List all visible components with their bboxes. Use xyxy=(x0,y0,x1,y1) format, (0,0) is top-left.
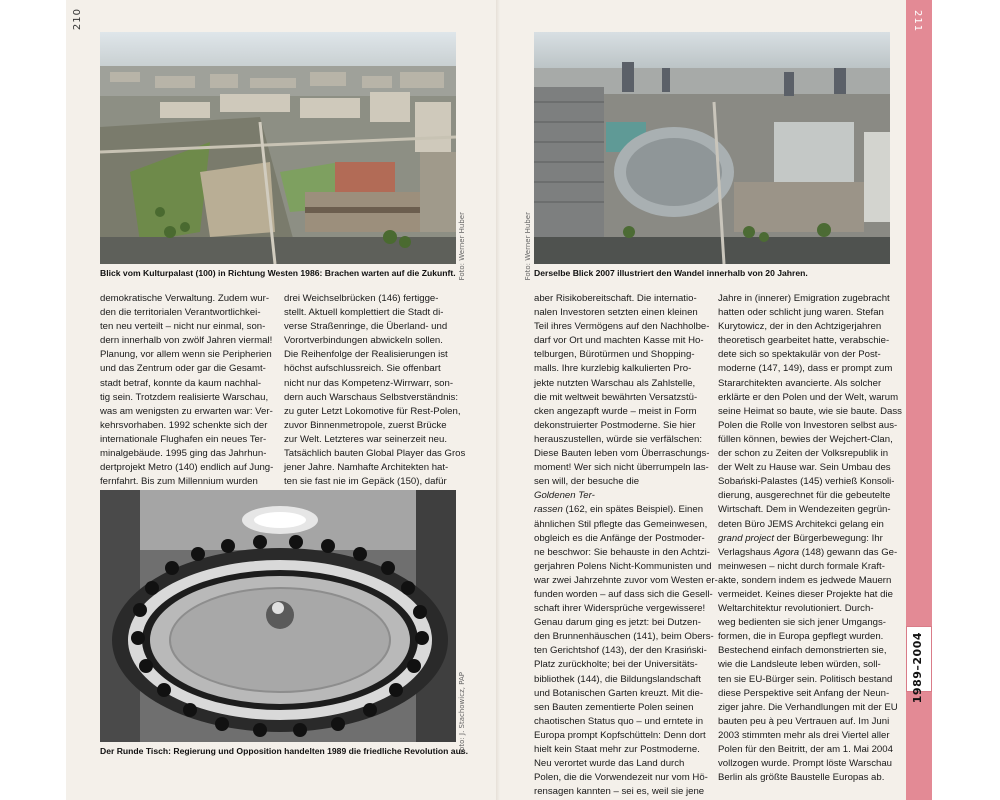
text-line: vermeidet. Keines dieser Projekte hat die xyxy=(718,588,893,600)
text-line: diese Perspektive seit Anfang der Neun- xyxy=(718,687,890,699)
text-line: ähnlichen Stil pflegte das Gemeinwesen, xyxy=(534,518,708,530)
text-line: bauten peu à peu Vertrauen auf. Im Juni xyxy=(718,715,890,727)
photo-credit-left-bottom: Foto: J. Stachowicz, PAP xyxy=(458,672,466,755)
text-line: bibliothek (144), die Bildungslandschaft xyxy=(534,673,701,685)
text-line: ten sie EU-Bürger sein. Politisch bestand xyxy=(718,673,893,685)
caption-right-top: Derselbe Blick 2007 illustriert den Wandel innerhalb von 20 Jahren. xyxy=(534,268,808,278)
text-line: Platz zurückholte; bei der Universitäts- xyxy=(534,659,698,671)
page-number-right: 211 xyxy=(912,10,923,33)
round-table-photo xyxy=(100,490,456,742)
text-line: moderne (147, 149), dass er prompt zum xyxy=(718,363,893,375)
text-line: Tatsächlich bauten Global Player das Gros xyxy=(284,448,466,460)
text-line: die mit weltweit bewährten Versatzstü- xyxy=(534,391,698,403)
text-line: meinwesen – nicht durch formale Kraft- xyxy=(718,560,885,572)
text-line: moment! Wer sich nicht überrumpeln las- xyxy=(534,462,709,474)
text-line: der schon zu Zeiten der Volksrepublik in xyxy=(718,448,889,460)
grand-project-term: grand project xyxy=(718,532,774,544)
text-line: malls. Ihre kurzlebig kalkulierten Pro- xyxy=(534,363,692,375)
text-line: Genau darum ging es jetzt: bei Dutzen- xyxy=(534,617,701,629)
col4-b3: (148) gewann das Ge- xyxy=(799,546,898,558)
text-line: hielt kein Staat mehr zur Postmoderne. xyxy=(534,744,700,755)
text-line: deten Büro JEMS Architekci gelang ein xyxy=(718,518,884,530)
text-line: stellt. Aktuell komplettiert die Stadt di- xyxy=(284,307,444,319)
text-line: Stararchitekten avancierte. Als solcher xyxy=(718,377,882,389)
aerial-photo-1986 xyxy=(100,32,456,264)
book-gutter xyxy=(496,0,500,800)
text-line: Vorortverbindungen abwickeln sollen. xyxy=(284,335,443,347)
text-line: dierung, ausgerechnet für die gebeutelte xyxy=(718,490,891,502)
text-column-2 xyxy=(284,292,466,489)
text-line: was am wenigsten zu erwarten war: Ver- xyxy=(100,405,273,417)
page-number-left: 210 xyxy=(72,8,83,31)
text-line: wie die Landsleute leben würden, soll- xyxy=(718,659,881,671)
text-line: Wirtschaft. Dem in Wendezeiten gegrün- xyxy=(718,504,891,516)
text-line: internationale Flughafen ein neues Ter- xyxy=(100,433,267,445)
text-line: Bestechend einfach demonstrierten sie, xyxy=(718,645,887,657)
agora-term: Agora xyxy=(773,546,800,558)
text-line: ten neu verteilt – nicht nur einmal, son- xyxy=(100,321,266,333)
text-line: dete sich so spektakulär von der Post- xyxy=(718,349,881,361)
text-line: akte, sondern indem es jedwede Mauern xyxy=(718,574,892,586)
caption-left-top: Blick vom Kulturpalast (100) in Richtung Westen 1986: Brachen warten auf die Zukunft. xyxy=(100,268,456,278)
text-line: der Welt zu Hause war. Sein Umbau des xyxy=(718,462,891,474)
text-line: schaft ihrer Widersprüche vergewissere! xyxy=(534,603,706,615)
text-line: Teil ihres Vermögens auf den Nachholbe- xyxy=(534,321,710,333)
text-line: Neu verortet wurde das Land durch xyxy=(534,758,685,770)
text-line: jekte nutzten Warschau als Zahlstelle, xyxy=(534,377,696,389)
round-table-photo-image xyxy=(100,490,456,742)
text-line: dekonstruierter Postmoderne. Sie hier xyxy=(534,419,696,431)
text-line: nicht nur das Kompetenz-Wirrwarr, son- xyxy=(284,377,454,389)
text-line: zu guter Letzt Lokomotive für Rest-Polen, xyxy=(284,405,461,417)
col3-tail: (162, ein spätes Beispiel). Einen xyxy=(562,504,704,516)
text-line: drei Weichselbrücken (146) fertigge- xyxy=(284,293,439,304)
text-line: den die territorialen Verantwortlichkei- xyxy=(100,307,261,319)
photo-credit-right-top: Foto: Werner Huber xyxy=(524,212,532,281)
text-line: Polen die Rolle von Investoren selbst aus- xyxy=(718,419,898,431)
text-line: ziger jahre. Die Verhandlungen mit der EU xyxy=(718,701,898,713)
text-line: zur Welt. Letzteres war seinerzeit neu. xyxy=(284,433,447,445)
text-line: theoretisch gearbeitet hatte, verabschie- xyxy=(718,335,890,347)
text-line: hatten oder schlicht jung waren. Stefan xyxy=(718,307,884,319)
text-line: gerjahren Polens Nicht-Kommunisten und xyxy=(534,560,712,572)
text-line: verse Straßenringe, die Überland- und xyxy=(284,321,448,333)
text-line: weg bedienten sie sich jener Umgangs- xyxy=(718,617,886,629)
text-line: formen, die in Europa gepflegt wurden. xyxy=(718,631,884,643)
text-line: minalgebäude. 1995 ging das Jahrhun- xyxy=(100,448,267,460)
text-line: dern auch Warschaus Selbstverständnis: xyxy=(284,391,459,403)
text-line: höchst aufschlussreich. Sie offenbart xyxy=(284,363,441,375)
text-line: ten sie fast nie im Gepäck (150), dafür xyxy=(284,476,447,488)
text-line: Polen für den Beitritt, der am 1. Mai 2004 xyxy=(718,744,893,755)
text-line: Die Reihenfolge der Realisierungen ist xyxy=(284,349,448,361)
text-line: den Brunnenhäuschen (141), beim Obers- xyxy=(534,631,714,643)
caption-left-bottom: Der Runde Tisch: Regierung und Opposition handelten 1989 die friedliche Revolution aus. xyxy=(100,746,468,756)
text-line: fernfahrt. Bis zum Millennium wurden xyxy=(100,476,258,488)
goldene-terrassen-2: rassen xyxy=(534,504,563,516)
text-column-3 xyxy=(534,292,718,799)
text-line: dern innerhalb von zwölf Jahren viermal! xyxy=(100,335,273,347)
text-line: 2003 stimmten mehr als drei Viertel aller xyxy=(718,729,890,741)
text-line: sen will, der besuche die xyxy=(534,476,640,488)
col4-b1: der Bürgerbewegung: Ihr xyxy=(774,532,883,544)
text-line: Europa prompt Kopfschütteln: Denn dort xyxy=(534,729,706,741)
goldene-terrassen-1: Goldenen Ter- xyxy=(534,490,595,502)
text-line: obgleich es die Anfänge der Postmoder- xyxy=(534,532,705,544)
text-line: stadt betraf, konnte da kaum nachhal- xyxy=(100,377,262,389)
text-line: nalen Investoren setzten einen kleinen xyxy=(534,307,698,319)
text-line: vollzogen wurde. Prompt löste Warschau xyxy=(718,758,893,770)
text-line: Weltarchitektur revolutioniert. Durch- xyxy=(718,603,874,615)
text-line: und das Zentrum oder gar die Gesamt- xyxy=(100,363,266,375)
text-line: zuvor Binnenmetropole, zuerst Brücke xyxy=(284,419,447,431)
text-line: aber Risikobereitschaft. Die internatio- xyxy=(534,293,697,304)
aerial-photo-2007 xyxy=(534,32,890,264)
text-line: Planung, vor allem wenn sie Peripherien xyxy=(100,349,272,361)
text-line: Jahre in (innerer) Emigration zugebracht xyxy=(718,293,890,304)
text-line: darf vor Ort und machten Kasse mit Ho- xyxy=(534,335,704,347)
text-line: Polen, die die Vorwendezeit nur vom Hö- xyxy=(534,772,708,784)
era-label: 1989–2004 xyxy=(911,632,924,704)
text-line: Berlin als größte Baustelle Europas ab. xyxy=(718,772,885,784)
text-line: ne beschwor: Sie behauste in den Achtzi- xyxy=(534,546,710,558)
text-line: seine Heimat so baute, wie sie baute. Dass xyxy=(718,405,902,417)
text-line: ten Gerichtshof (143), der den Krasiński- xyxy=(534,645,707,657)
text-line: rensagen kannten – sei es, weil sie jene xyxy=(534,786,705,798)
text-line: demokratische Verwaltung. Zudem wur- xyxy=(100,293,270,304)
text-line: dertprojekt Metro (140) endlich auf Jung- xyxy=(100,462,274,474)
text-line: füllen können, bewies der Wejchert-Clan, xyxy=(718,433,893,445)
text-line: cken angezapft wurde – meist in Form xyxy=(534,405,697,417)
text-line: tig sein. Trotzdem realisierte Warschau, xyxy=(100,391,269,403)
text-line: funden worden – auf dass sich die Gesell- xyxy=(534,588,713,600)
text-line: erklärte er den Polen und der Welt, warum xyxy=(718,391,899,403)
aerial-photo-2007-image xyxy=(534,32,890,264)
photo-credit-left-top: Foto: Werner Huber xyxy=(458,212,466,281)
text-line: und Botanischen Garten kreuzt. Mit die- xyxy=(534,687,704,699)
text-line: Kurytowicz, der in den Achtzigerjahren xyxy=(718,321,882,333)
text-line: herauszustellen, würde sie verfälschen: xyxy=(534,433,702,445)
col4-b2: Verlagshaus xyxy=(718,546,774,558)
text-line: Sobański-Palastes (145) verhieß Konsoli- xyxy=(718,476,895,488)
text-line: war zwei Jahrzehnte zuvor vom Westen er- xyxy=(534,574,718,586)
aerial-photo-1986-image xyxy=(100,32,456,264)
text-line: Diese Bauten leben vom Überraschungs- xyxy=(534,448,710,460)
text-line: kehrsvorhaben. 1992 schenkte sich der xyxy=(100,419,268,431)
text-column-1 xyxy=(100,292,272,489)
text-line: chaotischen Status quo – und erntete in xyxy=(534,715,704,727)
text-line: jener Jahre. Namhafte Architekten hat- xyxy=(284,462,449,474)
text-line: telburgen, Bürotürmen und Shopping- xyxy=(534,349,695,361)
text-column-4 xyxy=(718,292,902,785)
text-line: sen Bauten zementierte Polen seinen xyxy=(534,701,694,713)
